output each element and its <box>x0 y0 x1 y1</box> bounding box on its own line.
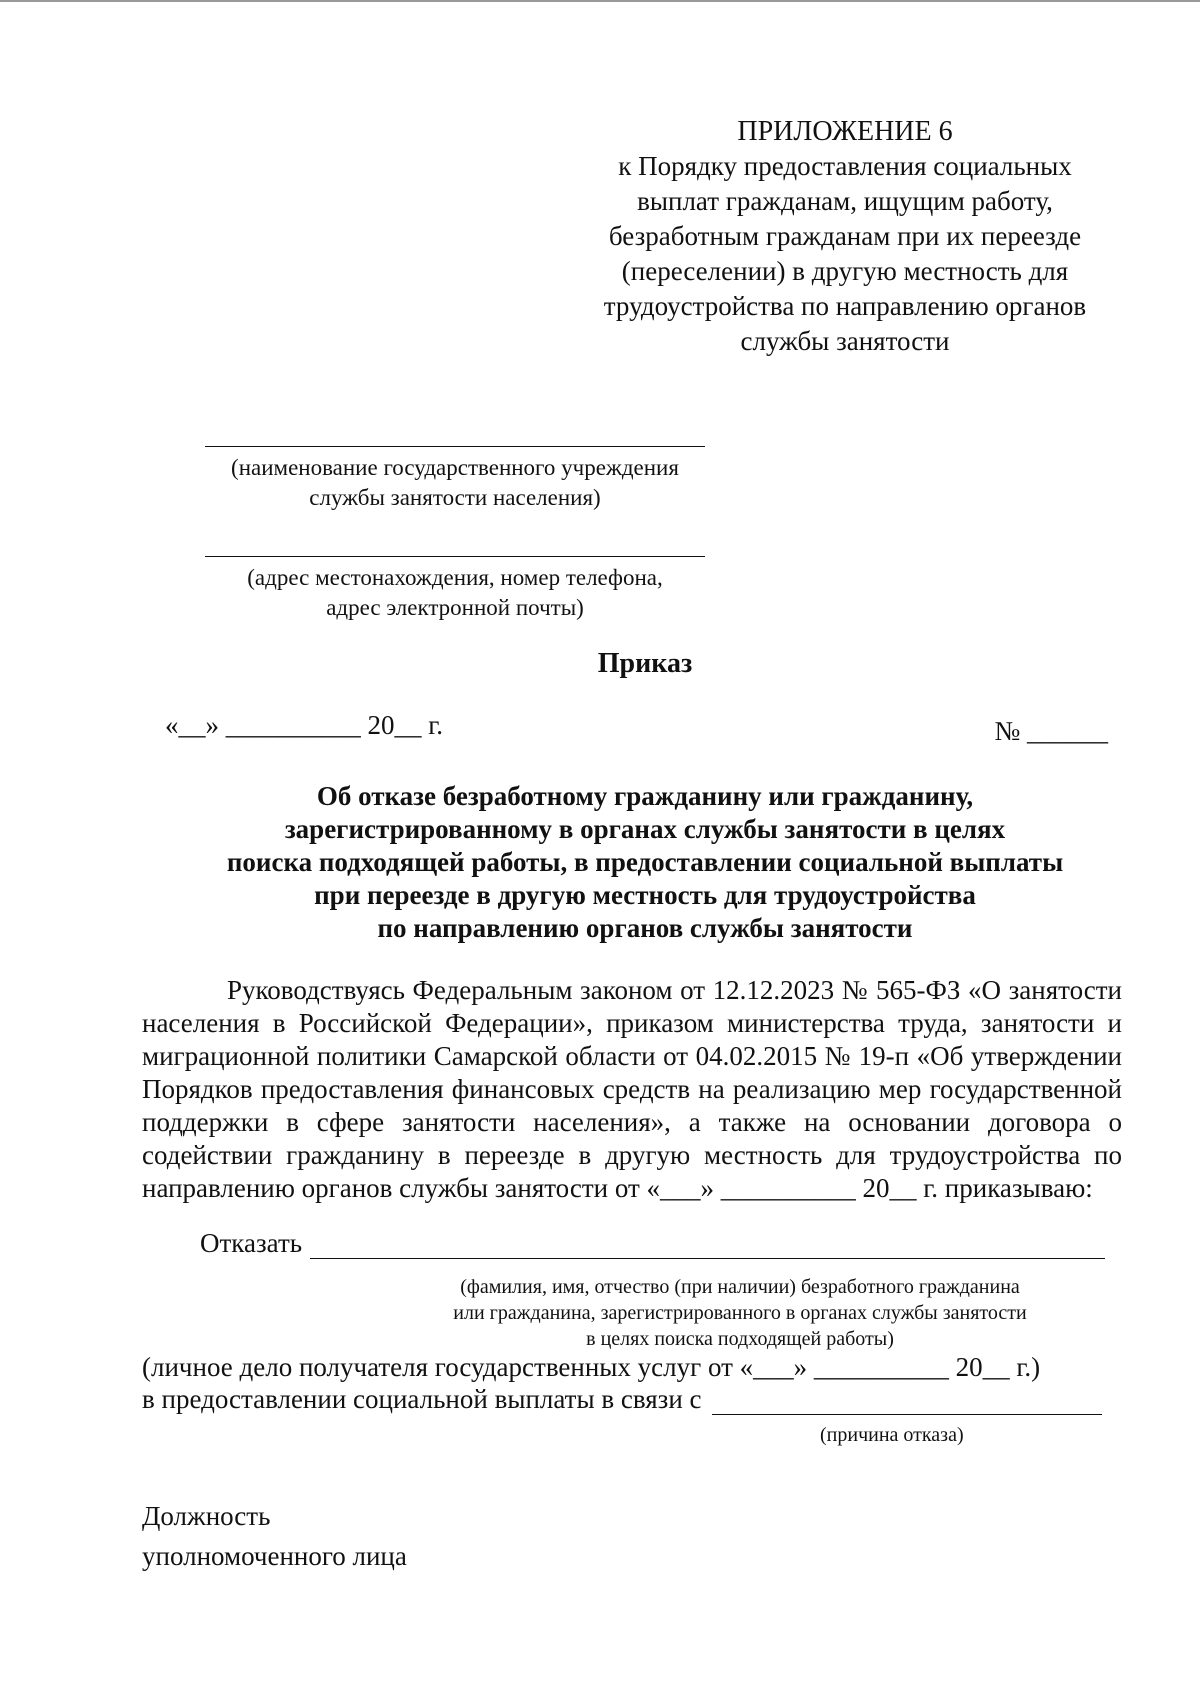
appendix-block <box>580 114 1110 359</box>
appendix-line: безработным гражданам при их переезде <box>608 221 1082 251</box>
appendix-heading: ПРИЛОЖЕНИЕ 6 <box>737 116 953 147</box>
org-name-caption: службы занятости населения) <box>309 485 601 510</box>
appendix-line: к Порядку предоставления социальных <box>618 151 1072 181</box>
refuse-label: Отказать <box>200 1228 303 1258</box>
subject-line: при переезде в другую местность для трудоустройства <box>314 880 976 910</box>
org-name-blank-line <box>205 446 705 447</box>
signatory-position <box>142 1496 407 1576</box>
subject-line: по направлению органов службы занятости <box>377 913 913 943</box>
address-caption: (адрес местонахождения, номер телефона, <box>247 565 663 590</box>
order-number-line: № ______ <box>994 716 1108 746</box>
personal-case-line: (личное дело получателя государственных услуг от «___» __________ 20__ г.) <box>142 1352 1041 1382</box>
refuse-row <box>200 1228 1105 1259</box>
reason-row <box>142 1384 1102 1415</box>
subject-line: зарегистрированному в органах службы занятости в целях <box>284 814 1006 844</box>
appendix-line: (переселении) в другую местность для <box>621 256 1069 286</box>
refuse-blank-line <box>310 1230 1105 1259</box>
fio-caption-line: (фамилия, имя, отчество (при наличии) безработного гражданина <box>460 1276 1020 1298</box>
order-date-line: «__» __________ 20__ г. <box>165 710 444 740</box>
appendix-line: трудоустройства по направлению органов <box>603 291 1087 321</box>
org-name-field <box>205 446 705 513</box>
order-subject <box>120 780 1170 945</box>
fio-caption-line: в целях поиска подходящей работы) <box>586 1328 894 1350</box>
reason-blank-line <box>712 1386 1103 1415</box>
org-name-caption: (наименование государственного учреждения <box>231 455 679 480</box>
position-line: Должность <box>142 1501 271 1531</box>
reason-label: в предоставлении социальной выплаты в связи с <box>142 1384 702 1414</box>
fio-caption-line: или гражданина, зарегистрированного в органах службы занятости <box>453 1302 1027 1324</box>
reason-caption: (причина отказа) <box>820 1424 964 1446</box>
address-blank-line <box>205 556 705 557</box>
document-title: Приказ <box>597 648 693 679</box>
fio-caption <box>410 1274 1070 1352</box>
page-top-edge <box>0 0 1200 2</box>
subject-line: поиска подходящей работы, в предоставлении социальной выплаты <box>226 847 1064 877</box>
subject-line: Об отказе безработному гражданину или гражданину, <box>316 781 974 811</box>
address-field <box>205 556 705 623</box>
body-paragraph: Руководствуясь Федеральным законом от 12.12.2023 № 565-ФЗ «О занятости населения в Российской Федерации», приказом министерства труда, занятости и миграционной политики Самарской области от 04.02.2015 № 19-п «Об утверждении Порядков предоставления финансовых средств на реализацию мер государственной поддержки в сфере занятости населения», а также на основании договора о содействии гражданину в переезде в другую местность для трудоустройства по направлению органов службы занятости от «___» __________ 20__ г. приказываю: <box>142 975 1122 1203</box>
address-caption: адрес электронной почты) <box>326 595 584 620</box>
position-line: уполномоченного лица <box>142 1541 407 1571</box>
appendix-line: выплат гражданам, ищущим работу, <box>637 186 1053 216</box>
appendix-line: службы занятости <box>740 326 950 356</box>
